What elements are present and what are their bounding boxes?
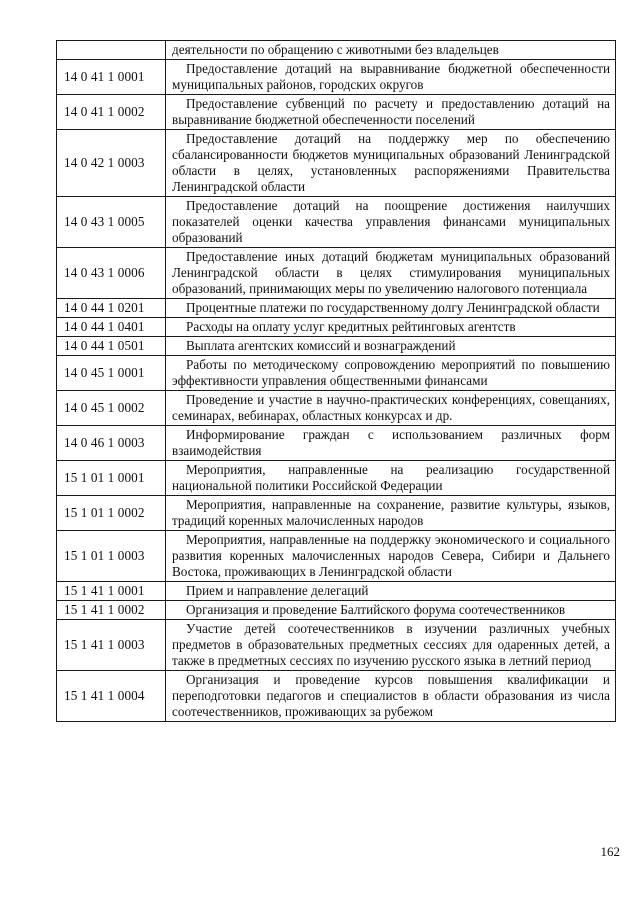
description-text: Выплата агентских комиссий и вознаграждений bbox=[186, 338, 456, 353]
code-cell: 15 1 01 1 0002 bbox=[57, 496, 166, 531]
description-text: Участие детей соотечественников в изучении различных учебных предметов в образовательных предметных сессиях для одаренных детей, а также в предметных сессиях по изучению русского языка в летний период bbox=[172, 621, 610, 668]
table-row bbox=[57, 496, 616, 531]
table-row bbox=[57, 318, 616, 337]
code-cell: 14 0 41 1 0001 bbox=[57, 60, 166, 95]
code-cell: 14 0 41 1 0002 bbox=[57, 95, 166, 130]
budget-codes-table bbox=[56, 40, 616, 722]
description-cell bbox=[166, 671, 616, 722]
description-text: Процентные платежи по государственному долгу Ленинградской области bbox=[186, 300, 600, 315]
table-row bbox=[57, 582, 616, 601]
description-cell bbox=[166, 531, 616, 582]
table-row bbox=[57, 337, 616, 356]
code-cell: 15 1 41 1 0004 bbox=[57, 671, 166, 722]
description-text: Мероприятия, направленные на поддержку экономического и социального развития коренных малочисленных народов Севера, Сибири и Дальнего Востока, проживающих в Ленинградской области bbox=[172, 532, 610, 579]
table-body bbox=[57, 41, 616, 722]
description-cell bbox=[166, 248, 616, 299]
code-cell bbox=[57, 41, 166, 60]
description-cell bbox=[166, 130, 616, 197]
table-row bbox=[57, 130, 616, 197]
description-text: Проведение и участие в научно-практических конференциях, совещаниях, семинарах, вебинарах, областных конкурсах и др. bbox=[172, 392, 610, 423]
description-text: Предоставление иных дотаций бюджетам муниципальных образований Ленинградской области в целях стимулирования муниципальных образований, принимающих меры по увеличению налогового потенциала bbox=[172, 249, 610, 296]
code-cell: 14 0 44 1 0401 bbox=[57, 318, 166, 337]
description-cell bbox=[166, 620, 616, 671]
description-text: Мероприятия, направленные на реализацию государственной национальной политики Российской Федерации bbox=[172, 462, 610, 493]
description-cell bbox=[166, 426, 616, 461]
code-cell: 15 1 41 1 0003 bbox=[57, 620, 166, 671]
code-cell: 14 0 44 1 0201 bbox=[57, 299, 166, 318]
table-row bbox=[57, 356, 616, 391]
description-cell bbox=[166, 496, 616, 531]
description-text: Организация и проведение курсов повышения квалификации и переподготовки педагогов и специалистов в области образования из числа соотечественников, проживающих за рубежом bbox=[172, 672, 610, 719]
description-cell bbox=[166, 461, 616, 496]
code-cell: 15 1 41 1 0001 bbox=[57, 582, 166, 601]
description-text: Предоставление субвенций по расчету и предоставлению дотаций на выравнивание бюджетной обеспеченности поселений bbox=[172, 96, 610, 127]
description-text: Предоставление дотаций на поддержку мер по обеспечению сбалансированности бюджетов муниципальных образований Ленинградской области в целях, установленных распоряжениями Правительства Ленинградской области bbox=[172, 131, 610, 194]
description-text: Информирование граждан с использованием различных форм взаимодействия bbox=[172, 427, 610, 458]
code-cell: 14 0 44 1 0501 bbox=[57, 337, 166, 356]
description-cell bbox=[166, 356, 616, 391]
code-cell: 14 0 45 1 0001 bbox=[57, 356, 166, 391]
description-text: Предоставление дотаций на выравнивание бюджетной обеспеченности муниципальных районов, городских округов bbox=[172, 61, 610, 92]
description-cell bbox=[166, 601, 616, 620]
code-cell: 14 0 43 1 0005 bbox=[57, 197, 166, 248]
code-cell: 15 1 41 1 0002 bbox=[57, 601, 166, 620]
code-cell: 14 0 43 1 0006 bbox=[57, 248, 166, 299]
description-cell bbox=[166, 299, 616, 318]
description-text: Работы по методическому сопровождению мероприятий по повышению эффективности управления общественными финансами bbox=[172, 357, 610, 388]
table-row bbox=[57, 60, 616, 95]
description-cell bbox=[166, 41, 616, 60]
description-text: Расходы на оплату услуг кредитных рейтинговых агентств bbox=[186, 319, 516, 334]
table-row bbox=[57, 197, 616, 248]
table-row bbox=[57, 41, 616, 60]
description-text: Предоставление дотаций на поощрение достижения наилучших показателей оценки качества управления финансами муниципальных образований bbox=[172, 198, 610, 245]
table-row bbox=[57, 248, 616, 299]
table-row bbox=[57, 299, 616, 318]
table-row bbox=[57, 391, 616, 426]
table-row bbox=[57, 461, 616, 496]
description-cell bbox=[166, 337, 616, 356]
table-row bbox=[57, 671, 616, 722]
description-cell bbox=[166, 60, 616, 95]
table-row bbox=[57, 601, 616, 620]
description-text: деятельности по обращению с животными без владельцев bbox=[172, 42, 499, 57]
table-row bbox=[57, 426, 616, 461]
table-row bbox=[57, 531, 616, 582]
code-cell: 14 0 46 1 0003 bbox=[57, 426, 166, 461]
description-text: Мероприятия, направленные на сохранение, развитие культуры, языков, традиций коренных малочисленных народов bbox=[172, 497, 610, 528]
description-cell bbox=[166, 95, 616, 130]
description-cell bbox=[166, 582, 616, 601]
code-cell: 14 0 45 1 0002 bbox=[57, 391, 166, 426]
code-cell: 15 1 01 1 0001 bbox=[57, 461, 166, 496]
description-cell bbox=[166, 318, 616, 337]
description-text: Организация и проведение Балтийского форума соотечественников bbox=[186, 602, 566, 617]
description-text: Прием и направление делегаций bbox=[186, 583, 369, 598]
description-cell bbox=[166, 391, 616, 426]
table-row bbox=[57, 95, 616, 130]
description-cell bbox=[166, 197, 616, 248]
code-cell: 15 1 01 1 0003 bbox=[57, 531, 166, 582]
code-cell: 14 0 42 1 0003 bbox=[57, 130, 166, 197]
page-number: 162 bbox=[600, 844, 620, 859]
table-row bbox=[57, 620, 616, 671]
